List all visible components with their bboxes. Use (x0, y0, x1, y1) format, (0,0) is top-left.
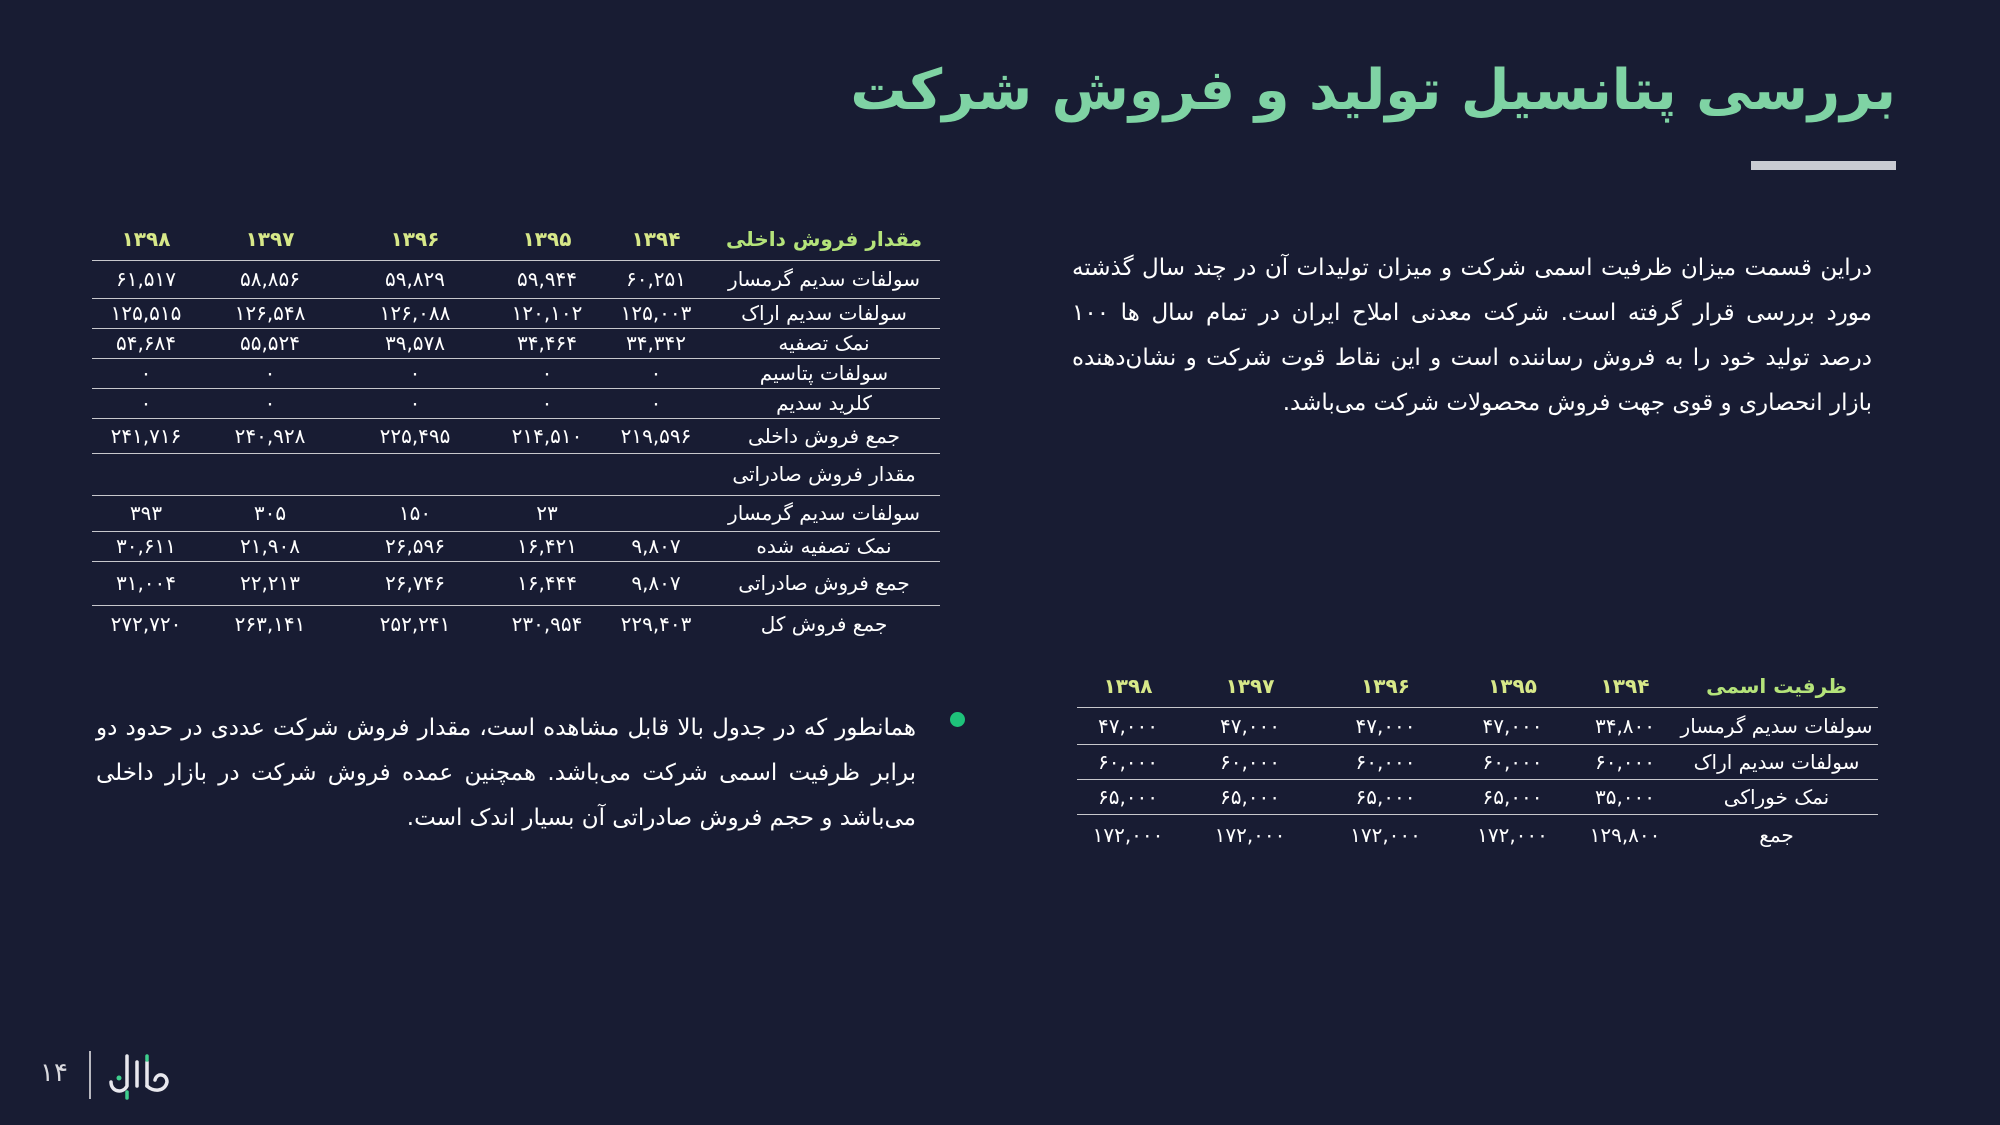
capacity-cell: ۶۵,۰۰۰ (1179, 779, 1321, 814)
domestic-sales-cell: ۰ (200, 388, 340, 418)
export-sales-row (92, 495, 940, 531)
domestic-sales-cell: ۵۴,۶۸۴ (92, 328, 200, 358)
domestic-sales-cell: ۵۵,۵۲۴ (200, 328, 340, 358)
sales-header-year: ۱۳۹۵ (522, 226, 572, 251)
export-sales-row (92, 531, 940, 561)
domestic-sales-row (92, 358, 940, 388)
capacity-cell: ۴۷,۰۰۰ (1450, 707, 1575, 744)
domestic-sales-cell: ۰ (490, 388, 604, 418)
export-sales-cell: ۲۶۳,۱۴۱ (200, 605, 340, 643)
domestic-sales-cell: ۵۹,۹۴۴ (490, 260, 604, 298)
domestic-sales-cell: ۶۱,۵۱۷ (92, 260, 200, 298)
export-sales-row (92, 561, 940, 605)
export-sales-cell: ۲۱,۹۰۸ (200, 531, 340, 561)
capacity-header-label: ظرفیت اسمی (1706, 673, 1847, 698)
export-sales-cell: ۹,۸۰۷ (604, 561, 708, 605)
domestic-sales-row-label: سولفات پتاسیم (708, 358, 940, 388)
capacity-cell: ۶۰,۰۰۰ (1179, 744, 1321, 779)
bazar-logo-icon (107, 1048, 173, 1100)
capacity-header-year: ۱۳۹۵ (1488, 673, 1537, 698)
export-section-header: مقدار فروش صادراتی (708, 453, 940, 495)
sales-note-paragraph: همانطور که در جدول بالا قابل مشاهده است، مقدار فروش شرکت عددی در حدود دو برابر ظرفیت اسمی شرکت می‌باشد. همچنین عمده فروش شرکت در بازار داخلی می‌باشد و حجم فروش صادراتی آن بسیار اندک است. (96, 715, 916, 831)
export-sales-cell: ۲۶,۵۹۶ (340, 531, 490, 561)
footer-divider (89, 1051, 91, 1099)
domestic-sales-cell: ۵۹,۸۲۹ (340, 260, 490, 298)
capacity-header-year: ۱۳۹۷ (1225, 673, 1275, 698)
domestic-sales-cell: ۵۸,۸۵۶ (200, 260, 340, 298)
domestic-sales-cell: ۱۲۰,۱۰۲ (490, 298, 604, 328)
domestic-sales-cell: ۰ (340, 388, 490, 418)
export-sales-row (92, 605, 940, 643)
page-number: ۱۴ (40, 1058, 68, 1088)
domestic-sales-cell: ۶۰,۲۵۱ (604, 260, 708, 298)
capacity-row (1077, 707, 1878, 744)
export-sales-cell: ۲۳ (490, 495, 604, 531)
capacity-cell: ۶۰,۰۰۰ (1575, 744, 1675, 779)
export-sales-cell: ۲۵۲,۲۴۱ (340, 605, 490, 643)
domestic-sales-row (92, 260, 940, 298)
domestic-sales-cell: ۲۴۰,۹۲۸ (200, 418, 340, 453)
capacity-cell: ۳۵,۰۰۰ (1575, 779, 1675, 814)
domestic-sales-row (92, 388, 940, 418)
sales-header-year: ۱۳۹۷ (245, 226, 295, 251)
capacity-header-year: ۱۳۹۴ (1600, 673, 1650, 698)
export-sales-cell: ۳۹۳ (92, 495, 200, 531)
domestic-sales-cell: ۰ (92, 388, 200, 418)
domestic-sales-cell: ۰ (490, 358, 604, 388)
capacity-cell: ۴۷,۰۰۰ (1321, 707, 1450, 744)
domestic-sales-cell: ۱۲۵,۵۱۵ (92, 298, 200, 328)
export-section-row (92, 453, 940, 495)
capacity-row (1077, 779, 1878, 814)
capacity-cell: ۱۷۲,۰۰۰ (1321, 814, 1450, 856)
capacity-cell: ۴۷,۰۰۰ (1077, 707, 1179, 744)
capacity-cell: ۳۴,۸۰۰ (1575, 707, 1675, 744)
capacity-cell: ۶۵,۰۰۰ (1450, 779, 1575, 814)
capacity-header-year: ۱۳۹۶ (1361, 673, 1410, 698)
page-title: بررسی پتانسیل تولید و فروش شرکت (850, 58, 1896, 123)
capacity-cell: ۱۷۲,۰۰۰ (1077, 814, 1179, 856)
capacity-row-label: سولفات سدیم اراک (1675, 744, 1878, 779)
capacity-row-label: جمع (1675, 814, 1878, 856)
domestic-sales-cell: ۰ (92, 358, 200, 388)
capacity-cell: ۶۵,۰۰۰ (1321, 779, 1450, 814)
export-sales-cell: ۱۶,۴۲۱ (490, 531, 604, 561)
domestic-sales-row (92, 418, 940, 453)
export-sales-cell: ۲۳۰,۹۵۴ (490, 605, 604, 643)
export-sales-row-label: جمع فروش کل (708, 605, 940, 643)
export-sales-cell: ۱۵۰ (340, 495, 490, 531)
domestic-sales-cell: ۲۱۹,۵۹۶ (604, 418, 708, 453)
domestic-sales-cell: ۲۱۴,۵۱۰ (490, 418, 604, 453)
domestic-sales-row-label: جمع فروش داخلی (708, 418, 940, 453)
capacity-table (1077, 665, 1878, 856)
capacity-row-label: نمک خوراکی (1675, 779, 1878, 814)
domestic-sales-cell: ۱۲۶,۵۴۸ (200, 298, 340, 328)
sales-header-year: ۱۳۹۸ (121, 226, 171, 251)
domestic-sales-cell: ۰ (340, 358, 490, 388)
export-sales-cell: ۱۶,۴۴۴ (490, 561, 604, 605)
capacity-row (1077, 744, 1878, 779)
domestic-sales-row-label: سولفات سدیم گرمسار (708, 260, 940, 298)
intro-paragraph: دراین قسمت میزان ظرفیت اسمی شرکت و میزان تولیدات آن در چند سال گذشته مورد بررسی قرار گرفته است. شرکت معدنی املاح ایران در تمام سال ها ۱۰۰ درصد تولید خود را به فروش رساننده است و این نقاط قوت شرکت و نشان‌دهنده بازار انحصاری و قوی جهت فروش محصولات شرکت می‌باشد. (1072, 255, 1872, 416)
sales-header-label: مقدار فروش داخلی (725, 226, 923, 251)
domestic-sales-row-label: نمک تصفیه (708, 328, 940, 358)
export-sales-cell: ۲۲,۲۱۳ (200, 561, 340, 605)
domestic-sales-cell: ۰ (604, 358, 708, 388)
export-sales-cell: ۳۱,۰۰۴ (92, 561, 200, 605)
sales-table-header-row (92, 218, 940, 260)
domestic-sales-cell: ۳۴,۴۶۴ (490, 328, 604, 358)
export-sales-cell: ۳۰,۶۱۱ (92, 531, 200, 561)
domestic-sales-row (92, 298, 940, 328)
capacity-cell: ۱۷۲,۰۰۰ (1450, 814, 1575, 856)
export-sales-cell: ۲۲۹,۴۰۳ (604, 605, 708, 643)
title-underline (1751, 161, 1896, 170)
domestic-sales-cell: ۲۲۵,۴۹۵ (340, 418, 490, 453)
domestic-sales-cell: ۰ (604, 388, 708, 418)
domestic-sales-cell: ۲۴۱,۷۱۶ (92, 418, 200, 453)
domestic-sales-row-label: سولفات سدیم اراک (708, 298, 940, 328)
capacity-cell: ۶۵,۰۰۰ (1077, 779, 1179, 814)
domestic-sales-row-label: کلرید سدیم (708, 388, 940, 418)
capacity-cell: ۱۲۹,۸۰۰ (1575, 814, 1675, 856)
capacity-cell: ۶۰,۰۰۰ (1450, 744, 1575, 779)
capacity-table-header-row (1077, 665, 1878, 707)
sales-header-year: ۱۳۹۴ (631, 226, 681, 251)
domestic-sales-cell: ۰ (200, 358, 340, 388)
capacity-cell: ۶۰,۰۰۰ (1321, 744, 1450, 779)
export-sales-cell: ۲۷۲,۷۲۰ (92, 605, 200, 643)
capacity-cell: ۶۰,۰۰۰ (1077, 744, 1179, 779)
sales-table (92, 218, 940, 643)
export-sales-cell: ۳۰۵ (200, 495, 340, 531)
export-sales-cell: ۹,۸۰۷ (604, 531, 708, 561)
export-sales-row-label: سولفات سدیم گرمسار (708, 495, 940, 531)
domestic-sales-cell: ۱۲۶,۰۸۸ (340, 298, 490, 328)
capacity-cell: ۴۷,۰۰۰ (1179, 707, 1321, 744)
sales-header-year: ۱۳۹۶ (390, 226, 440, 251)
domestic-sales-row (92, 328, 940, 358)
domestic-sales-cell: ۳۴,۳۴۲ (604, 328, 708, 358)
capacity-cell: ۱۷۲,۰۰۰ (1179, 814, 1321, 856)
export-sales-row-label: جمع فروش صادراتی (708, 561, 940, 605)
export-sales-cell (604, 495, 708, 531)
capacity-header-year: ۱۳۹۸ (1103, 673, 1153, 698)
domestic-sales-cell: ۱۲۵,۰۰۳ (604, 298, 708, 328)
capacity-row-label: سولفات سدیم گرمسار (1675, 707, 1878, 744)
bullet-dot-icon (950, 712, 965, 727)
export-sales-row-label: نمک تصفیه شده (708, 531, 940, 561)
capacity-row (1077, 814, 1878, 856)
export-sales-cell: ۲۶,۷۴۶ (340, 561, 490, 605)
domestic-sales-cell: ۳۹,۵۷۸ (340, 328, 490, 358)
